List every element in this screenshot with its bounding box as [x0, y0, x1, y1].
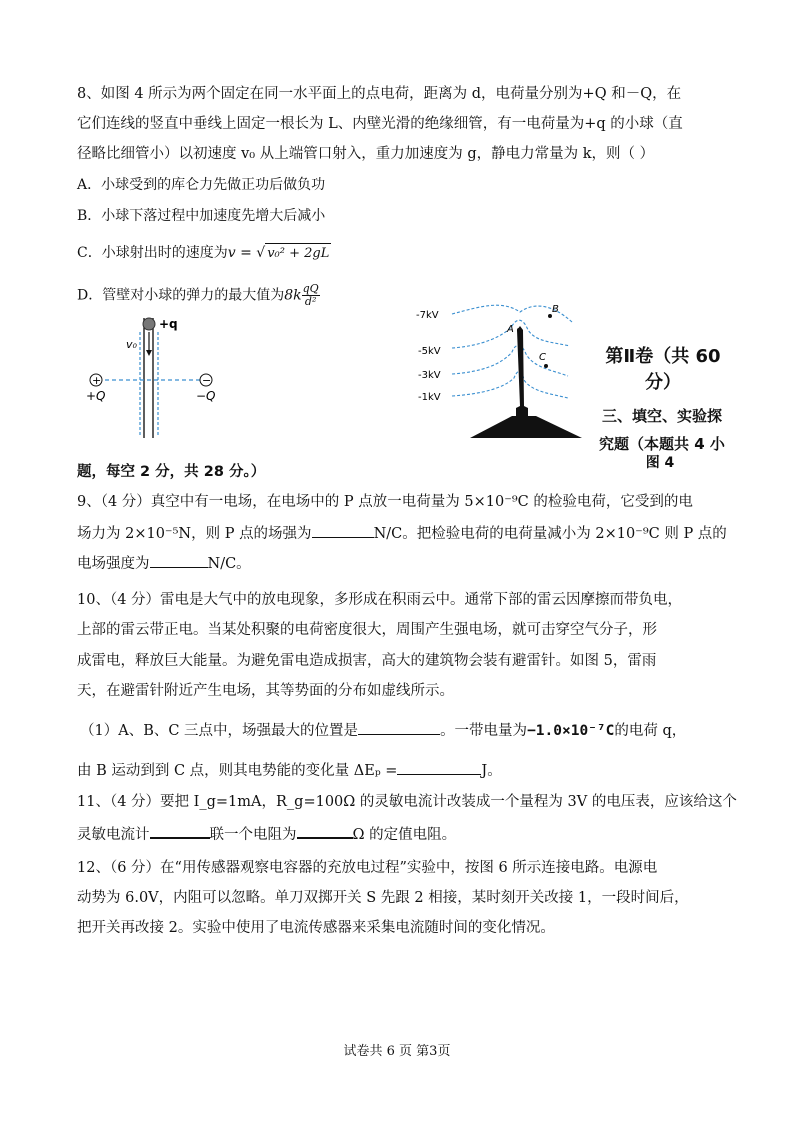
- q10-line6-a: 由 B 运动到到 C 点，则其电势能的变化量 ΔEₚ =: [77, 763, 398, 779]
- velocity-arrowhead-icon: [146, 350, 152, 356]
- q10-charge-value: −1.0×10⁻⁷C: [527, 723, 615, 739]
- label-point-a: A: [507, 324, 514, 335]
- q10-blank-2[interactable]: [397, 760, 481, 775]
- figure-lightning-rod: [412, 296, 592, 442]
- q8-option-c-prefix: C．小球射出时的速度为: [77, 245, 228, 261]
- figure-4-caption: 图 4: [645, 455, 675, 471]
- q8-option-d-prefix: D．管壁对小球的弹力的最大值为: [77, 287, 285, 304]
- section-subheading: [584, 402, 740, 458]
- q9-line2: [77, 523, 727, 544]
- label-minus-5kv: -5kV: [418, 346, 441, 357]
- section-title-line2: 分）: [645, 372, 681, 393]
- q11-line2-c: Ω 的定值电阻。: [352, 827, 457, 843]
- point-c-dot: [544, 364, 548, 368]
- q8-option-a: A．小球受到的库仑力先做正功后做负功: [77, 177, 326, 193]
- q12-line1: 12、（6 分）在“用传感器观察电容器的充放电过程”实验中，按图 6 所示连接电路。电源电: [77, 860, 658, 876]
- equipotential-1kv: [452, 371, 568, 398]
- q10-line5: [80, 720, 686, 741]
- label-point-c: C: [539, 352, 546, 363]
- page-footer: 试卷共 6 页 第3页: [343, 1044, 451, 1059]
- q9-blank-2[interactable]: [150, 553, 208, 568]
- label-plus-Q: +Q: [86, 389, 106, 403]
- q10-line3: 成雷电，释放巨大能量。为避免雷电造成损害，高大的建筑物会装有避雷针。如图 5，雷雨: [77, 653, 657, 669]
- q11-blank-2[interactable]: [297, 823, 353, 839]
- q8-option-d-coef: 8k: [284, 287, 302, 304]
- q8-option-d-fraction: [302, 283, 320, 308]
- figure-tube-charges: [84, 312, 234, 442]
- ball-icon: [143, 318, 155, 330]
- q10-line1: 10、（4 分）雷电是大气中的放电现象，多形成在积雨云中。通常下部的雷云因摩擦而带负电，: [77, 592, 683, 608]
- q8-line1: 8、如图 4 所示为两个固定在同一水平面上的点电荷，距离为 d，电荷量分别为+Q 和－Q，在: [77, 86, 682, 102]
- q10-line4: 天，在避雷针附近产生电场，其等势面的分布如虚线所示。: [77, 683, 454, 699]
- q8-option-d: [77, 283, 320, 308]
- q9-line3: [77, 553, 251, 574]
- q10-line5-c: 的电荷 q，: [614, 723, 687, 739]
- q11-line2-b: 联一个电阻为: [209, 827, 297, 843]
- label-minus-3kv: -3kV: [418, 370, 441, 381]
- q10-line5-b: 。一带电量为: [440, 723, 528, 739]
- q10-line6-b: J。: [481, 763, 502, 779]
- section-title-line1: 第Ⅱ卷（共 60: [605, 346, 721, 367]
- section-heading-part2: [588, 344, 738, 396]
- section-sub-line2: 究题（本题共 4 小: [599, 435, 725, 453]
- label-point-b: B: [552, 304, 559, 315]
- q11-blank-1[interactable]: [150, 823, 210, 839]
- q9-line2-a: 场力为 2×10⁻⁵N，则 P 点的场强为: [77, 526, 312, 542]
- q8-option-d-num: qQ: [302, 282, 319, 295]
- q10-blank-1[interactable]: [358, 720, 440, 735]
- positive-sign: +: [92, 374, 102, 387]
- negative-sign: −: [202, 374, 212, 387]
- q9-line3-a: 电场强度为: [77, 556, 150, 572]
- label-v0: v₀: [126, 338, 137, 351]
- section-heading-tail: 题，每空 2 分，共 28 分。）: [77, 464, 266, 480]
- q8-option-d-den: d²: [304, 295, 317, 308]
- q8-option-c-root: v₀² + 2gL: [265, 243, 331, 264]
- q12-line3: 把开关再改接 2。实验中使用了电流传感器来采集电流随时间的变化情况。: [77, 920, 555, 936]
- q11-line2-a: 灵敏电流计: [77, 827, 150, 843]
- q9-line3-b: N/C。: [207, 556, 251, 572]
- q9-blank-1[interactable]: [312, 523, 374, 538]
- label-minus-Q: −Q: [196, 389, 216, 403]
- q8-line3: 径略比细管小）以初速度 v₀ 从上端管口射入，重力加速度为 g，静电力常量为 k，则（ ）: [77, 146, 655, 162]
- section-sub-line1: 三、填空、实验探: [601, 407, 722, 425]
- q10-line6: [77, 760, 502, 781]
- q11-line1: 11、（4 分）要把 I_g=1mA，R_g=100Ω 的灵敏电流计改装成一个量程为 3V 的电压表，应该给这个: [77, 794, 737, 810]
- point-a-dot: [517, 328, 521, 332]
- q11-line2: [77, 823, 456, 845]
- label-minus-7kv: -7kV: [416, 310, 439, 321]
- q8-line2: 它们连线的竖直中垂线上固定一根长为 L、内壁光滑的绝缘细管，有一电荷量为+q 的小球（直: [77, 116, 683, 132]
- q12-line2: 动势为 6.0V，内阻可以忽略。单刀双掷开关 S 先跟 2 相接，某时刻开关改接 1，一段时间后，: [77, 890, 689, 906]
- q8-option-c-lhs: v =: [227, 245, 257, 261]
- label-minus-1kv: -1kV: [418, 392, 441, 403]
- q8-option-c: C．小球射出时的速度为v = √ v₀² + 2gL: [77, 243, 331, 264]
- q9-line1: 9、（4 分）真空中有一电场，在电场中的 P 点放一电荷量为 5×10⁻⁹C 的检验电荷，它受到的电: [77, 494, 693, 510]
- building-base-icon: [470, 416, 582, 438]
- q10-line2: 上部的雷云带正电。当某处积聚的电荷密度很大，周围产生强电场，就可击穿空气分子，形: [77, 622, 657, 638]
- equipotential-3kv: [452, 345, 568, 376]
- q9-line2-b: N/C。把检验电荷的电荷量减小为 2×10⁻⁹C 则 P 点的: [373, 526, 727, 542]
- label-plus-q: +q: [159, 317, 178, 331]
- q8-option-b: B．小球下落过程中加速度先增大后减小: [77, 208, 326, 224]
- q10-line5-a: （1）A、B、C 三点中，场强最大的位置是: [80, 723, 359, 739]
